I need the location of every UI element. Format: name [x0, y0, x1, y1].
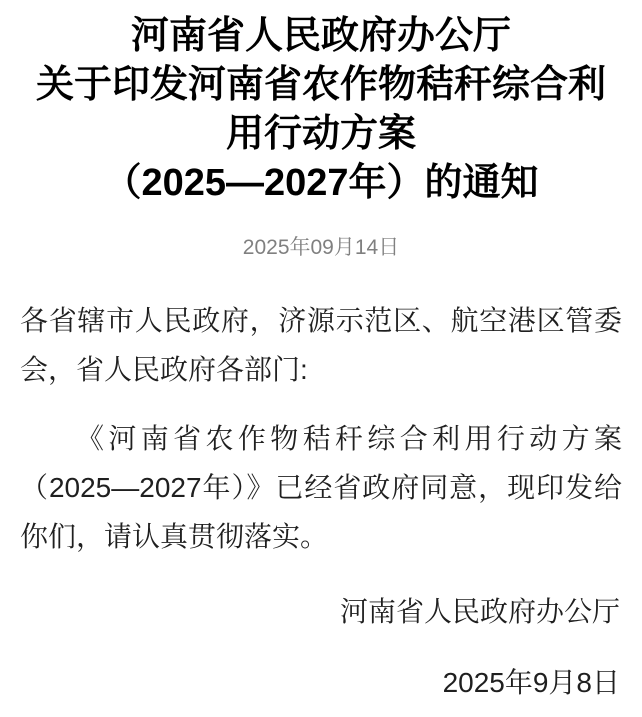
signature-issuer: 河南省人民政府办公厅	[339, 596, 620, 627]
title-line-1: 河南省人民政府办公厅	[130, 15, 511, 57]
signature-date: 2025年9月8日	[442, 667, 620, 698]
title-line-4: （2025—2027年）的通知	[103, 162, 539, 204]
document-title	[20, 12, 622, 208]
title-line-3: 用行动方案	[225, 113, 416, 155]
salutation-paragraph: 各省辖市人民政府，济源示范区、航空港区管委会，省人民政府各部门:	[20, 305, 622, 385]
body-paragraph: 《河南省农作物秸秆综合利用行动方案（2025—2027年）》已经省政府同意，现印发给你们，请认真贯彻落实。	[20, 423, 622, 552]
closing-block	[20, 587, 622, 707]
title-line-2: 关于印发河南省农作物秸秆综合利	[35, 64, 606, 106]
publish-date: 2025年09月14日	[242, 236, 400, 259]
